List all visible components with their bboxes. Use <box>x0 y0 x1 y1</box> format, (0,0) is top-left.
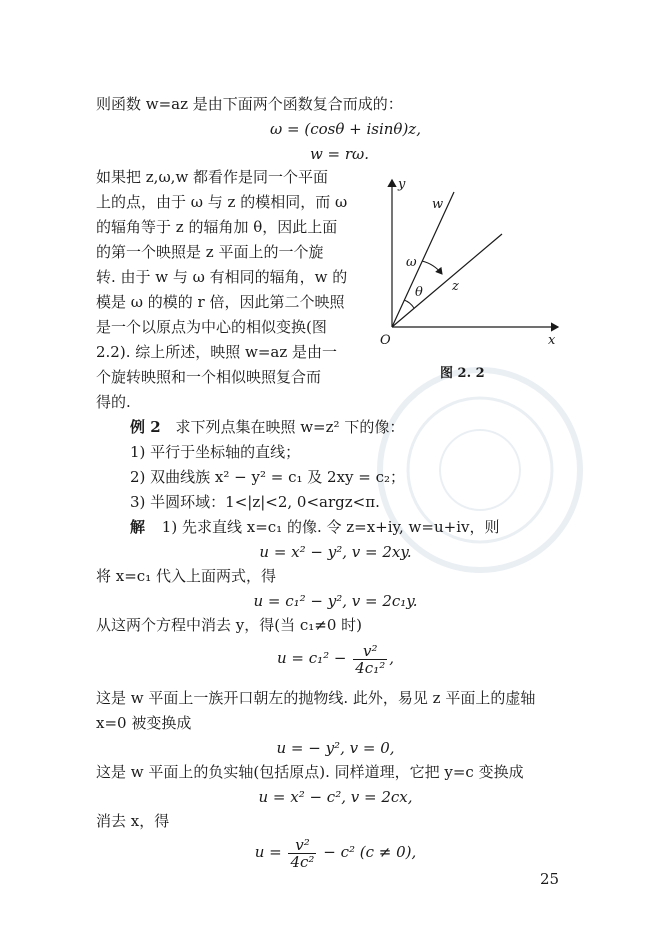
equation-w: w = rω. <box>309 145 370 163</box>
example-statement: 求下列点集在映照 w=z² 下的像： <box>175 418 405 436</box>
figure-rotation-diagram <box>370 172 570 387</box>
example-item-1: 1) 平行于坐标轴的直线； <box>130 443 301 461</box>
text-line: 这是 w 平面上的负实轴(包括原点). 同样道理，它把 y=c 变换成 <box>96 763 524 781</box>
example-label: 例 2 <box>130 418 161 436</box>
page-number: 25 <box>540 870 560 888</box>
label-x: x <box>548 333 556 348</box>
label-theta: θ <box>415 285 423 300</box>
ray-z <box>392 234 502 327</box>
solution-label: 解 <box>130 518 146 536</box>
example-item-2: 2) 双曲线族 x² − y² = c₁ 及 2xy = c₂； <box>130 468 406 486</box>
label-w: w <box>432 197 444 212</box>
text-line: x=0 被变换成 <box>96 714 192 732</box>
text-line: 从这两个方程中消去 y，得(当 c₁≠0 时) <box>96 616 363 634</box>
paragraph-line: 个旋转映照和一个相似映照复合而 <box>96 368 322 386</box>
paragraph-line: 模是 ω 的模的 r 倍，因此第二个映照 <box>96 293 345 311</box>
label-y: y <box>398 177 406 192</box>
paragraph-line: 的辐角等于 z 的辐角加 θ，因此上面 <box>96 218 338 236</box>
paragraph-line: 上的点，由于 ω 与 z 的模相同，而 ω <box>96 193 348 211</box>
angle-arc-theta <box>404 300 414 308</box>
text-line: 将 x=c₁ 代入上面两式，得 <box>96 567 276 585</box>
equation-omega: ω = (cosθ + isinθ)z, <box>270 120 421 138</box>
label-omega: ω <box>406 255 417 270</box>
paragraph-line: 转. 由于 w 与 ω 有相同的辐角，w 的 <box>96 268 348 286</box>
ray-w <box>392 192 454 327</box>
paragraph-line: 是一个以原点为中心的相似变换(图 <box>96 318 327 336</box>
equation-substituted: u = c₁² − y², v = 2c₁y. <box>253 592 418 610</box>
label-z: z <box>452 279 459 294</box>
paragraph-line: 的第一个映照是 z 平面上的一个旋 <box>96 243 324 261</box>
example-item-3: 3) 半圆环域：1<|z|<2, 0<argz<π. <box>130 493 380 511</box>
equation-imaginary-axis: u = − y², v = 0, <box>276 739 395 757</box>
text-line: 消去 x，得 <box>96 812 170 830</box>
intro-line: 则函数 w=az 是由下面两个函数复合而成的： <box>96 95 403 113</box>
text-line: 这是 w 平面上一族开口朝左的抛物线. 此外，易见 z 平面上的虚轴 <box>96 689 536 707</box>
label-origin: O <box>380 333 391 348</box>
paragraph-line: 如果把 z,ω,w 都看作是同一个平面 <box>96 168 329 186</box>
paragraph-line: 2.2). 综上所述，映照 w=az 是由一 <box>96 343 338 361</box>
solution-step-1: 1) 先求直线 x=c₁ 的像. 令 z=x+iy, w=u+iv，则 <box>161 518 500 536</box>
equation-parabola-1: u = c₁² − $\frac{\text{v²}}{\text{4c₁²}}$ , <box>276 641 395 677</box>
paragraph-line: 得的. <box>96 393 131 411</box>
equation-uv: u = x² − y², v = 2xy. <box>259 543 412 561</box>
angle-arc-omega <box>422 261 442 274</box>
equation-parabola-2: u = $\frac{\text{v²}}{\text{4c²}}$ − c² (c ≠ 0), <box>254 835 417 871</box>
figure-caption: 图 2. 2 <box>440 366 485 381</box>
equation-horizontal-line: u = x² − c², v = 2cx, <box>258 788 413 806</box>
